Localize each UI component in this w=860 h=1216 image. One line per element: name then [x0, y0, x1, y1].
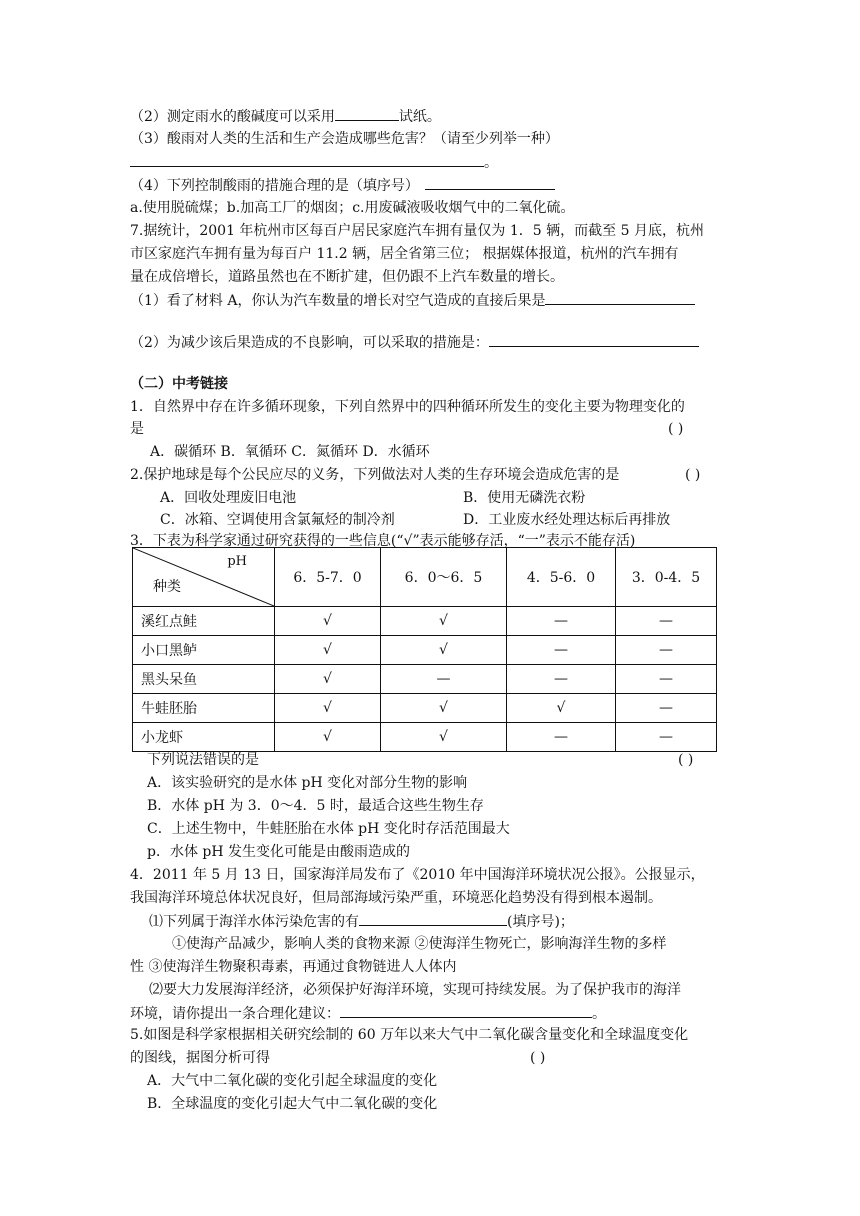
- answer-blank[interactable]: [340, 1003, 592, 1018]
- question-3-acid-rain-harm: （3）酸雨对人类的生活和生产会造成哪些危害？（请至少列举一种）: [130, 131, 559, 147]
- table-cell: —: [616, 665, 717, 694]
- table-corner-cell: [133, 548, 275, 607]
- table-cell: —: [616, 694, 717, 723]
- species-name: 牛蛙胚胎: [133, 694, 275, 723]
- q4-sub-2-line-1: ⑵要大力发展海洋经济，必须保护好海洋环境，实现可持续发展。为了保护我市的海洋: [149, 982, 681, 998]
- question-7-line-2: 市区家庭汽车拥有量为每百户 11.2 辆，居全省第三位； 根据媒体报道，杭州的汽车拥有: [130, 246, 679, 262]
- table-row: [133, 723, 717, 752]
- q3-line-1: 3．下表为科学家通过研究获得的一些信息(“√”表示能够存活，“一”表示不能存活): [130, 533, 636, 549]
- table-cell: —: [507, 665, 616, 694]
- table-cell: —: [381, 665, 507, 694]
- table-cell: √: [275, 723, 381, 752]
- q5-option-b: B．全球温度的变化引起大气中二氧化碳的变化: [147, 1096, 438, 1112]
- column-header: 4．5-6．0: [507, 548, 616, 607]
- answer-blank[interactable]: [335, 106, 399, 121]
- q2-option-d: D．工业废水经处理达标后再排放: [463, 512, 671, 528]
- table-row: [133, 665, 717, 694]
- column-header: 6．5-7．0: [275, 548, 381, 607]
- question-3-answer-line: 。: [130, 152, 498, 173]
- q1-line-1: 1．自然界中存在许多循环现象，下列自然界中的四种循环所发生的变化主要为物理变化的: [130, 399, 685, 415]
- q5-line-2: 的图线，据图分析可得: [130, 1050, 270, 1066]
- species-name: 小龙虾: [133, 723, 275, 752]
- q2-answer-paren[interactable]: ( ): [685, 467, 701, 483]
- answer-blank[interactable]: [545, 290, 695, 305]
- q4-sub-2-line-2: 环境，请你提出一条合理化建议： 。: [130, 1003, 606, 1024]
- table-cell: √: [381, 723, 507, 752]
- table-cell: √: [381, 607, 507, 636]
- q5-answer-paren[interactable]: ( ): [530, 1050, 546, 1066]
- table-cell: √: [381, 636, 507, 665]
- table-cell: —: [507, 607, 616, 636]
- q4-items-line-1: ①使海产品减少，影响人类的食物来源 ②使海洋生物死亡，影响海洋生物的多样: [172, 936, 667, 952]
- question-4-measures: （4）下列控制酸雨的措施合理的是（填序号）: [130, 175, 555, 196]
- q3-answer-paren[interactable]: ( ): [678, 752, 694, 768]
- question-4-options: a.使用脱硫煤；b.加高工厂的烟囱；c.用废碱液吸收烟气中的二氧化硫。: [130, 200, 575, 216]
- q4-sub-1: ⑴下列属于海洋水体污染危害的有 (填序号)；: [149, 911, 574, 932]
- q1-options: A．碳循环 B．氧循环 C．氮循环 D．水循环: [150, 444, 430, 460]
- q3-option-c: C．上述生物中，牛蛙胚胎在水体 pH 变化时存活范围最大: [147, 821, 510, 837]
- ph-survival-table: [132, 547, 717, 752]
- question-7-line-3: 量在成倍增长，道路虽然也在不断扩建，但仍跟不上汽车数量的增长。: [130, 269, 564, 285]
- species-name: 溪红点鲑: [133, 607, 275, 636]
- q1-line-2: 是: [130, 421, 144, 437]
- q3-option-a: A．该实验研究的是水体 pH 变化对部分生物的影响: [147, 775, 468, 791]
- question-2-rain-ph: （2）测定雨水的酸碱度可以采用 试纸。: [130, 106, 441, 127]
- table-cell: —: [616, 607, 717, 636]
- q3-option-b: B．水体 pH 为 3．0～4．5 时，最适合这些生物生存: [147, 798, 484, 814]
- table-cell: √: [507, 694, 616, 723]
- table-cell: —: [507, 636, 616, 665]
- q3-option-d: p．水体 pH 发生变化可能是由酸雨造成的: [147, 844, 411, 860]
- table-row: [133, 694, 717, 723]
- q2-option-b: B．使用无磷洗衣粉: [463, 490, 586, 506]
- answer-blank[interactable]: [425, 175, 555, 190]
- table-cell: —: [616, 636, 717, 665]
- question-7-line-1: 7.据统计，2001 年杭州市区每百户居民家庭汽车拥有量仅为 1．5 辆，而截至 5 月底，杭州: [130, 223, 704, 239]
- table-cell: √: [275, 636, 381, 665]
- species-name: 小口黑鲈: [133, 636, 275, 665]
- answer-blank[interactable]: [130, 152, 484, 167]
- question-7-sub-1: （1）看了材料 A，你认为汽车数量的增长对空气造成的直接后果是: [130, 290, 695, 311]
- q4-line-1: 4．2011 年 5 月 13 日，国家海洋局发布了《2010 年中国海洋环境状况公报》。公报显示，: [130, 867, 705, 883]
- column-header: 3．0-4．5: [616, 548, 717, 607]
- species-name: 黑头呆鱼: [133, 665, 275, 694]
- table-cell: —: [507, 723, 616, 752]
- table-row: [133, 607, 717, 636]
- q4-items-line-2: 性 ③使海洋生物聚积毒素，再通过食物链进人人体内: [130, 959, 457, 975]
- table-cell: √: [275, 694, 381, 723]
- q2-option-c: C．冰箱、空调使用含氯氟烃的制冷剂: [160, 512, 395, 528]
- column-header: 6．0～6．5: [381, 548, 507, 607]
- species-header-label: 种类: [153, 579, 181, 595]
- section-heading: （二）中考链接: [130, 376, 228, 392]
- table-cell: √: [381, 694, 507, 723]
- question-7-sub-2: （2）为减少该后果造成的不良影响，可以采取的措施是：: [130, 332, 699, 353]
- table-cell: √: [275, 665, 381, 694]
- answer-blank[interactable]: [489, 332, 699, 347]
- q2-line-1: 2.保护地球是每个公民应尽的义务，下列做法对人类的生存环境会造成危害的是: [130, 467, 620, 483]
- table-cell: —: [616, 723, 717, 752]
- ph-header-label: pH: [227, 554, 247, 569]
- q4-line-2: 我国海洋环境总体状况良好，但局部海域污染严重，环境恶化趋势没有得到根本遏制。: [130, 890, 662, 906]
- q3-question: 下列说法错误的是: [147, 752, 259, 768]
- table-header-row: [133, 548, 717, 607]
- table-cell: √: [275, 607, 381, 636]
- q1-answer-paren[interactable]: ( ): [668, 421, 684, 437]
- q5-option-a: A．大气中二氧化碳的变化引起全球温度的变化: [147, 1073, 438, 1089]
- table-row: [133, 636, 717, 665]
- q2-option-a: A．回收处理废旧电池: [160, 490, 297, 506]
- answer-blank[interactable]: [359, 911, 507, 926]
- q5-line-1: 5.如图是科学家根据相关研究绘制的 60 万年以来大气中二氧化碳含量变化和全球温度变化: [130, 1027, 689, 1043]
